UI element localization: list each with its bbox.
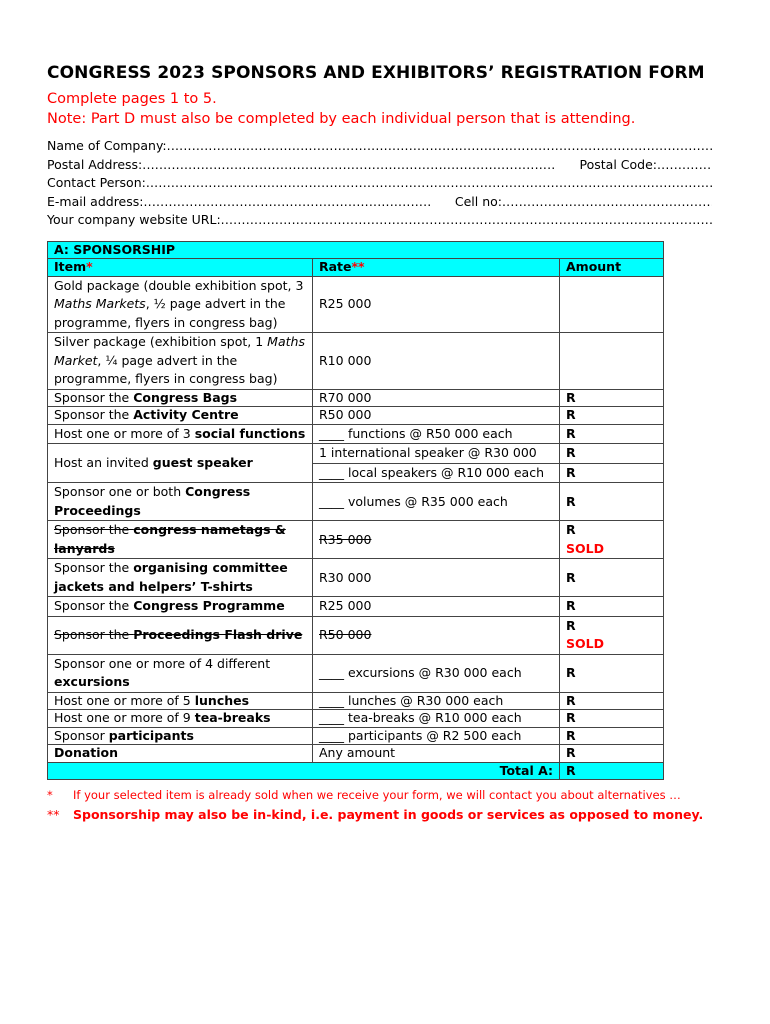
table-row <box>48 333 664 390</box>
item-excursions: Sponsor one or more of 4 different excursions <box>48 654 313 692</box>
amount-proceedings[interactable]: R <box>560 483 664 521</box>
item-lunches: Host one or more of 5 lunches <box>48 692 313 710</box>
sold-badge: SOLD <box>566 540 604 556</box>
item-programme: Sponsor the Congress Programme <box>48 597 313 617</box>
table-row <box>48 710 664 728</box>
rate-activity: R50 000 <box>313 407 560 425</box>
rate-programme: R25 000 <box>313 597 560 617</box>
table-row <box>48 559 664 597</box>
table-row <box>48 745 664 763</box>
item-social: Host one or more of 3 social functions <box>48 424 313 444</box>
rate-proceedings[interactable]: ____ volumes @ R35 000 each <box>313 483 560 521</box>
rate-local-speakers[interactable]: ____ local speakers @ R10 000 each <box>313 463 560 483</box>
total-amount[interactable]: R <box>560 762 664 780</box>
amount-flashdrive: R SOLD <box>560 616 664 654</box>
item-participants: Sponsor participants <box>48 727 313 745</box>
email-field[interactable] <box>47 193 712 212</box>
rate-bags: R70 000 <box>313 389 560 407</box>
item-speaker: Host an invited guest speaker <box>48 444 313 483</box>
item-nametags: Sponsor the congress nametags & lanyards <box>48 521 313 559</box>
amount-lunches[interactable]: R <box>560 692 664 710</box>
rate-flashdrive: R50 000 <box>313 616 560 654</box>
rate-nametags: R35 000 <box>313 521 560 559</box>
rate-social[interactable]: ____ functions @ R50 000 each <box>313 424 560 444</box>
company-name-field[interactable] <box>47 137 712 156</box>
footnote-sold-text: If your selected item is already sold when we receive your form, we will contact you about alternatives … <box>73 788 681 803</box>
postal-code-label: Postal Code: <box>579 156 657 172</box>
amount-teabreaks[interactable]: R <box>560 710 664 728</box>
column-header-row <box>48 259 664 277</box>
form-page <box>47 62 712 824</box>
table-row <box>48 654 664 692</box>
table-row <box>48 276 664 333</box>
footnote-sold: * If your selected item is already sold when we receive your form, we will contact you about alternatives … <box>47 788 681 803</box>
amount-excursions[interactable]: R <box>560 654 664 692</box>
table-row <box>48 692 664 710</box>
section-header-row <box>48 241 664 259</box>
item-flashdrive: Sponsor the Proceedings Flash drive <box>48 616 313 654</box>
amount-header: Amount <box>560 259 664 277</box>
item-silver: Silver package (exhibition spot, 1 Maths Market, ¼ page advert in the programme, flyers in congress bag) <box>48 333 313 390</box>
footnotes <box>47 788 712 824</box>
item-header: Item* <box>48 259 313 277</box>
table-row <box>48 389 664 407</box>
rate-gold: R25 000 <box>313 276 560 333</box>
amount-activity[interactable]: R <box>560 407 664 425</box>
rate-lunches[interactable]: ____ lunches @ R30 000 each <box>313 692 560 710</box>
rate-participants[interactable]: ____ participants @ R2 500 each <box>313 727 560 745</box>
website-field[interactable] <box>47 211 712 230</box>
rate-excursions[interactable]: ____ excursions @ R30 000 each <box>313 654 560 692</box>
company-fields <box>47 137 712 230</box>
table-row <box>48 444 664 464</box>
item-gold: Gold package (double exhibition spot, 3 Maths Markets, ½ page advert in the programme, flyers in congress bag) <box>48 276 313 333</box>
company-name-label: Name of Company: <box>47 138 167 153</box>
email-label: E-mail address: <box>47 193 144 209</box>
amount-gold[interactable] <box>560 276 664 333</box>
amount-bags[interactable]: R <box>560 389 664 407</box>
total-row <box>48 762 664 780</box>
table-row <box>48 616 664 654</box>
cell-label: Cell no: <box>454 193 502 209</box>
table-row <box>48 597 664 617</box>
item-proceedings: Sponsor one or both Congress Proceedings <box>48 483 313 521</box>
sold-badge: SOLD <box>566 636 604 652</box>
rate-teabreaks[interactable]: ____ tea-breaks @ R10 000 each <box>313 710 560 728</box>
item-bags: Sponsor the Congress Bags <box>48 389 313 407</box>
form-title: CONGRESS 2023 SPONSORS AND EXHIBITORS’ REGISTRATION FORM <box>47 63 705 83</box>
amount-international-speaker[interactable]: R <box>560 444 664 464</box>
postal-address-label: Postal Address: <box>47 156 143 172</box>
attendance-note: Note: Part D must also be completed by each individual person that is attending. <box>47 111 636 127</box>
rate-silver: R10 000 <box>313 333 560 390</box>
footnote-inkind-text: Sponsorship may also be in-kind, i.e. payment in goods or services as opposed to money. <box>73 807 704 823</box>
amount-participants[interactable]: R <box>560 727 664 745</box>
amount-programme[interactable]: R <box>560 597 664 617</box>
table-row <box>48 483 664 521</box>
total-label: Total A: <box>48 762 560 780</box>
table-row <box>48 407 664 425</box>
contact-person-label: Contact Person: <box>47 175 146 191</box>
amount-donation[interactable]: R <box>560 745 664 763</box>
postal-address-field[interactable] <box>47 156 712 175</box>
instruction-text: Complete pages 1 to 5. <box>47 91 217 107</box>
rate-header: Rate** <box>313 259 560 277</box>
amount-nametags: R SOLD <box>560 521 664 559</box>
item-jackets: Sponsor the organising committee jackets and helpers’ T-shirts <box>48 559 313 597</box>
contact-person-field[interactable] <box>47 174 712 193</box>
table-row <box>48 521 664 559</box>
item-donation: Donation <box>48 745 313 763</box>
amount-local-speakers[interactable]: R <box>560 463 664 483</box>
rate-jackets: R30 000 <box>313 559 560 597</box>
amount-jackets[interactable]: R <box>560 559 664 597</box>
section-title: A: SPONSORSHIP <box>48 241 664 259</box>
amount-social[interactable]: R <box>560 424 664 444</box>
footnote-inkind: ** Sponsorship may also be in-kind, i.e. payment in goods or services as opposed to money. <box>47 807 704 823</box>
website-label: Your company website URL: <box>47 212 221 228</box>
rate-international-speaker: 1 international speaker @ R30 000 <box>313 444 560 464</box>
sponsorship-table <box>47 241 664 781</box>
rate-donation: Any amount <box>313 745 560 763</box>
amount-silver[interactable] <box>560 333 664 390</box>
item-teabreaks: Host one or more of 9 tea-breaks <box>48 710 313 728</box>
item-activity: Sponsor the Activity Centre <box>48 407 313 425</box>
table-row <box>48 727 664 745</box>
table-row <box>48 424 664 444</box>
